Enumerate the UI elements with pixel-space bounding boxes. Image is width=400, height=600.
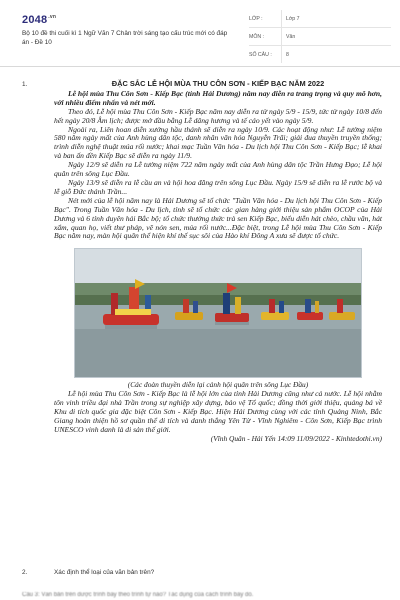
meta-row-class [249,10,391,28]
site-logo[interactable] [22,14,56,26]
question-1-number: 1. [22,81,28,88]
passage-paragraph: Nét mới của lễ hội năm nay là Hải Dương sẽ tổ chức "Tuần Văn hóa - Du lịch hội Thu Côn Sơn - Kiếp Bạc". Trong Tuần Văn hóa - Du lịch, tỉnh sẽ tổ chức các gian hàng giới thiệu sản phẩm OCOP của Hải Dương và 6 tỉnh duyên hải Bắc bộ; tổ chức thưởng thức trà sen Kiếp Bạc, biểu diễn hát chèo, chầu văn, hát xẩm, quan họ, viết thư pháp, vẽ nón sen, múa rối nước...Đặc biệt, trong Lễ hội mùa Thu Côn Sơn - Kiếp Bạc năm nay, màn hội quân thể hiện khí thế sục sôi của Hào khí Đông A xưa sẽ được tổ chức. [54,195,382,241]
passage-paragraph: Theo đó, Lễ hội mùa Thu Côn Sơn - Kiếp Bạc năm nay diễn ra từ ngày 5/9 - 15/9, tức từ ngày 10/8 đến hết ngày 20/8 Âm lịch; được mở đầu bằng Lễ dâng hương và tế cáo yết vào ngày 5/9. [54,106,382,125]
festival-boats-photo [74,248,362,378]
question-2-number: 2. [22,569,28,576]
next-question-preview: Câu 3: Văn bản trên được trình bày theo trình tự nào? Tác dụng của cách trình bày đó. [22,592,254,598]
meta-value: Lớp 7 [281,10,391,27]
document-title: Bộ 10 đề thi cuối kì 1 Ngữ Văn 7 Chân trời sáng tạo cấu trúc mới có đáp án - Đề 10 [22,30,228,46]
meta-label: SỐ CÂU : [249,51,272,58]
passage-paragraph: Ngày 13/9 sẽ diễn ra lễ cầu an và hội hoa đăng trên sông Lục Đầu. Ngày 15/9 sẽ diễn ra lễ rước bộ và lễ giỗ Đức thánh Trần... [54,177,382,196]
meta-row-question-count [249,46,391,63]
page-header [0,0,400,67]
meta-value: 8 [281,46,391,63]
passage-paragraph: Ngày 12/9 sẽ diễn ra Lễ tưởng niệm 722 năm ngày mất của Anh hùng dân tộc Trần Hưng Đạo; Lễ hội quân trên sông Lục Đầu. [54,160,382,179]
meta-row-subject [249,28,391,46]
passage-source: (Vĩnh Quân - Hải Yến 14:09 11/09/2022 - Kinhtedothi.vn) [210,433,382,443]
meta-label: MÔN : [249,33,264,40]
passage-title: ĐẶC SẮC LỄ HỘI MÙA THU CÔN SƠN - KIẾP BẠC NĂM 2022 [111,79,325,88]
passage-lead: Lễ hội mùa Thu Côn Sơn - Kiếp Bạc (tỉnh Hải Dương) năm nay diễn ra trang trọng và quy mô hơn, với nhiều điểm nhấn và nét mới. [54,88,382,107]
logo-text: 2048 [22,14,48,26]
reading-passage [54,80,382,444]
passage-paragraph: Lễ hội mùa Thu Côn Sơn - Kiếp Bạc là lễ hội lớn của tỉnh Hải Dương cũng như cả nước. Lễ hội nhằm tôn vinh triều đại nhà Trần trong sự nghiệp xây dựng, bảo vệ Tổ quốc; đồng thời giới thiệu, quảng bá về Khu di tích quốc gia đặc biệt Côn Sơn - Kiếp Bạc. Hiện Hải Dương cùng với các tỉnh Quảng Ninh, Bắc Giang hoàn thiện hồ sơ quần thể di tích và danh thắng Yên Tử - Vĩnh Nghiêm - Côn Sơn, Kiếp Bạc trình UNESCO vinh danh là di sản thế giới. [54,389,382,434]
meta-table [249,10,391,63]
logo-suffix: .vn [48,14,57,20]
photo-caption: (Các đoàn thuyền diễn lại cảnh hội quân trên sông Lục Đầu) [127,380,309,390]
passage-paragraph: Ngoài ra, Liên hoan diễn xướng hầu thánh sẽ diễn ra ngày 10/9. Các hoạt động như: Lễ tưởng niệm 580 năm ngày mất của Anh hùng dân tộc, danh nhân văn hóa Nguyễn Trãi; giải đua thuyền truyền thống; trình diễn nghệ thuật múa rối nước; khai mạc Tuần Văn hóa - Du lịch hội Thu Côn Sơn - Kiếp Bạc; lễ khai và ban ấn đền Kiếp Bạc sẽ diễn ra ngày 11/9. [54,124,382,161]
meta-label: LỚP : [249,15,263,22]
boats-illustration [75,249,361,377]
question-2-text: Xác định thể loại của văn bản trên? [54,569,155,576]
meta-value: Văn [281,28,391,45]
